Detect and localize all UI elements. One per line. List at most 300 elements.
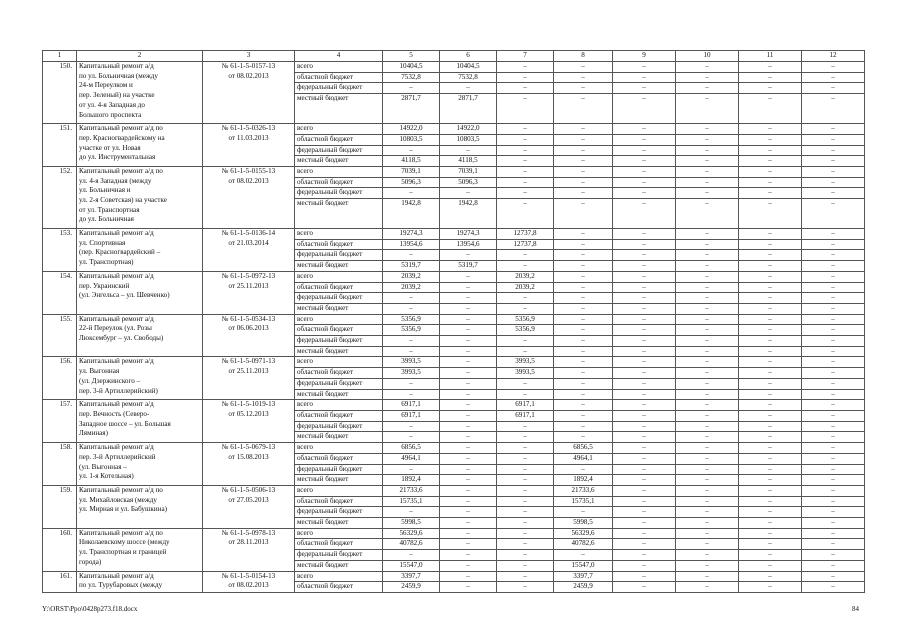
description-line: Капитальный ремонт а/д xyxy=(79,229,154,238)
amount-cell: – xyxy=(440,453,497,464)
amount-cell: – xyxy=(676,539,739,550)
amount-cell: – xyxy=(554,177,613,188)
amount-cell: – xyxy=(802,496,865,507)
description-line: (ул. Дзержинского – xyxy=(79,376,141,385)
conclusion-line: от 11.03.2013 xyxy=(228,133,269,142)
funding-source: местный бюджет xyxy=(295,303,383,314)
amount-cell: – xyxy=(676,156,739,167)
header-row xyxy=(43,51,865,62)
amount-cell: – xyxy=(440,368,497,379)
amount-cell: – xyxy=(440,518,497,529)
amount-cell: – xyxy=(739,496,802,507)
table-row xyxy=(43,229,865,240)
amount-cell: – xyxy=(440,314,497,325)
amount-cell: – xyxy=(440,346,497,357)
expertise-conclusion xyxy=(203,443,295,486)
amount-cell: – xyxy=(739,303,802,314)
description-line: ул. 2-я Советская) на участке xyxy=(79,196,167,205)
amount-cell: – xyxy=(802,464,865,475)
amount-cell: – xyxy=(440,443,497,454)
description-line: (пер. Красногвардейский – xyxy=(79,248,161,257)
amount-cell: – xyxy=(802,177,865,188)
amount-cell: – xyxy=(739,368,802,379)
amount-cell: 3993,5 xyxy=(497,357,554,368)
amount-cell: – xyxy=(613,528,676,539)
amount-cell: – xyxy=(497,250,554,261)
description-line: Люксембург – ул. Свободы) xyxy=(79,334,164,343)
amount-cell: 3993,5 xyxy=(383,368,440,379)
description-line: ул. Спортивная xyxy=(79,238,126,247)
amount-cell: 5096,3 xyxy=(383,177,440,188)
amount-cell: – xyxy=(554,134,613,145)
description-line: Капитальный ремонт а/д по xyxy=(79,124,163,133)
amount-cell: – xyxy=(497,156,554,167)
amount-cell: 10404,5 xyxy=(383,62,440,73)
amount-cell: – xyxy=(554,166,613,177)
amount-cell: 40782,6 xyxy=(554,539,613,550)
amount-cell: – xyxy=(676,518,739,529)
amount-cell: – xyxy=(802,134,865,145)
amount-cell: – xyxy=(440,378,497,389)
conclusion-line: от 08.02.2013 xyxy=(228,581,269,590)
amount-cell: – xyxy=(739,400,802,411)
amount-cell: – xyxy=(676,560,739,571)
row-number: 158. xyxy=(43,443,77,486)
amount-cell: – xyxy=(613,389,676,400)
amount-cell: 4964,1 xyxy=(383,453,440,464)
row-number: 160. xyxy=(43,528,77,571)
row-number: 153. xyxy=(43,229,77,272)
amount-cell: – xyxy=(739,346,802,357)
work-description xyxy=(77,229,203,272)
description-line: от ул. 4-я Западная до xyxy=(79,100,145,109)
amount-cell: – xyxy=(497,560,554,571)
amount-cell: – xyxy=(802,453,865,464)
description-line: Капитальный ремонт а/д xyxy=(79,443,154,452)
conclusion-line: № 61-1-5-0506-13 xyxy=(221,485,276,494)
amount-cell: – xyxy=(739,485,802,496)
amount-cell: – xyxy=(554,432,613,443)
amount-cell: – xyxy=(440,464,497,475)
amount-cell: – xyxy=(613,199,676,229)
amount-cell: – xyxy=(383,346,440,357)
amount-cell: – xyxy=(802,518,865,529)
amount-cell: – xyxy=(739,518,802,529)
amount-cell: 3993,5 xyxy=(497,368,554,379)
amount-cell: 5319,7 xyxy=(383,261,440,272)
amount-cell: – xyxy=(676,528,739,539)
amount-cell: 56329,6 xyxy=(554,528,613,539)
amount-cell: – xyxy=(440,421,497,432)
conclusion-line: № 61-1-5-0534-13 xyxy=(221,314,276,323)
amount-cell: 21733,6 xyxy=(554,485,613,496)
amount-cell: – xyxy=(802,539,865,550)
description-line: Капитальный ремонт а/д по xyxy=(79,528,163,537)
conclusion-line: № 61-1-5-0972-13 xyxy=(221,271,276,280)
work-description xyxy=(77,400,203,443)
amount-cell: 14922,0 xyxy=(383,124,440,135)
conclusion-line: от 28.11.2013 xyxy=(228,538,269,547)
amount-cell: – xyxy=(676,166,739,177)
amount-cell: – xyxy=(440,528,497,539)
amount-cell: 6917,1 xyxy=(497,400,554,411)
conclusion-line: от 25.11.2013 xyxy=(228,281,269,290)
amount-cell: 56329,6 xyxy=(383,528,440,539)
description-line: Капитальный ремонт а/д по xyxy=(79,485,163,494)
amount-cell: – xyxy=(802,432,865,443)
amount-cell: – xyxy=(613,346,676,357)
amount-cell: – xyxy=(802,83,865,94)
amount-cell: – xyxy=(383,464,440,475)
amount-cell: – xyxy=(676,325,739,336)
description-line: Капитальный ремонт а/д xyxy=(79,571,154,580)
amount-cell: 1942,8 xyxy=(383,199,440,229)
amount-cell: – xyxy=(613,303,676,314)
amount-cell: – xyxy=(497,496,554,507)
amount-cell: – xyxy=(554,229,613,240)
description-line: от ул. Транспортная xyxy=(79,205,140,214)
row-number: 156. xyxy=(43,357,77,400)
amount-cell: – xyxy=(802,357,865,368)
row-number: 154. xyxy=(43,271,77,314)
amount-cell: – xyxy=(613,188,676,199)
amount-cell: 19274,3 xyxy=(383,229,440,240)
amount-cell: – xyxy=(440,357,497,368)
amount-cell: – xyxy=(802,166,865,177)
amount-cell: – xyxy=(383,145,440,156)
amount-cell: – xyxy=(802,293,865,304)
amount-cell: – xyxy=(554,261,613,272)
amount-cell: – xyxy=(802,378,865,389)
amount-cell: – xyxy=(613,166,676,177)
amount-cell: – xyxy=(676,453,739,464)
amount-cell: – xyxy=(739,145,802,156)
funding-source: всего xyxy=(295,166,383,177)
description-line: ул. Больничная и xyxy=(79,186,131,195)
amount-cell: – xyxy=(440,145,497,156)
header-cell: 12 xyxy=(802,51,865,62)
funding-source: местный бюджет xyxy=(295,518,383,529)
conclusion-line: № 61-1-5-0978-13 xyxy=(221,528,276,537)
amount-cell: – xyxy=(739,336,802,347)
amount-cell: – xyxy=(613,475,676,486)
row-number: 159. xyxy=(43,485,77,528)
amount-cell: – xyxy=(613,443,676,454)
amount-cell: – xyxy=(497,485,554,496)
amount-cell: – xyxy=(739,582,802,593)
amount-cell: – xyxy=(497,518,554,529)
description-line: города) xyxy=(79,557,102,566)
amount-cell: – xyxy=(676,62,739,73)
amount-cell: – xyxy=(554,336,613,347)
funding-source: всего xyxy=(295,571,383,582)
expertise-conclusion xyxy=(203,124,295,167)
funding-source: местный бюджет xyxy=(295,94,383,124)
amount-cell: – xyxy=(613,145,676,156)
amount-cell: – xyxy=(676,199,739,229)
funding-source: местный бюджет xyxy=(295,560,383,571)
amount-cell: – xyxy=(802,528,865,539)
funding-source: всего xyxy=(295,229,383,240)
funding-source: федеральный бюджет xyxy=(295,83,383,94)
table-row xyxy=(43,62,865,73)
amount-cell: – xyxy=(802,282,865,293)
description-line: Капитальный ремонт а/д xyxy=(79,400,154,409)
amount-cell: – xyxy=(676,464,739,475)
funding-source: федеральный бюджет xyxy=(295,188,383,199)
amount-cell: – xyxy=(739,539,802,550)
amount-cell: – xyxy=(497,145,554,156)
amount-cell: – xyxy=(802,325,865,336)
amount-cell: – xyxy=(497,378,554,389)
funding-source: федеральный бюджет xyxy=(295,293,383,304)
amount-cell: – xyxy=(554,410,613,421)
conclusion-line: № 61-1-5-0154-13 xyxy=(221,571,276,580)
description-line: до ул. Инструментальная xyxy=(79,153,156,162)
amount-cell: – xyxy=(497,261,554,272)
amount-cell: – xyxy=(739,464,802,475)
amount-cell: – xyxy=(676,410,739,421)
amount-cell: 7039,1 xyxy=(383,166,440,177)
amount-cell: – xyxy=(739,432,802,443)
amount-cell: 13954,6 xyxy=(383,239,440,250)
amount-cell: – xyxy=(739,261,802,272)
amount-cell: – xyxy=(802,421,865,432)
row-number: 157. xyxy=(43,400,77,443)
amount-cell: – xyxy=(613,550,676,561)
funding-source: местный бюджет xyxy=(295,199,383,229)
amount-cell: – xyxy=(676,550,739,561)
work-description xyxy=(77,271,203,314)
funding-source: областной бюджет xyxy=(295,539,383,550)
amount-cell: – xyxy=(613,518,676,529)
amount-cell: 15547,0 xyxy=(383,560,440,571)
description-line: до ул. Больничная xyxy=(79,215,134,224)
amount-cell: – xyxy=(802,229,865,240)
amount-cell: – xyxy=(497,72,554,83)
amount-cell: – xyxy=(613,539,676,550)
amount-cell: – xyxy=(739,166,802,177)
description-line: Николаевскому шоссе (между xyxy=(79,538,170,547)
conclusion-line: от 27.05.2013 xyxy=(228,495,269,504)
funding-source: федеральный бюджет xyxy=(295,464,383,475)
amount-cell: – xyxy=(497,346,554,357)
amount-cell: – xyxy=(554,188,613,199)
amount-cell: – xyxy=(383,507,440,518)
amount-cell: – xyxy=(440,325,497,336)
amount-cell: – xyxy=(613,94,676,124)
amount-cell: – xyxy=(613,432,676,443)
table-row xyxy=(43,485,865,496)
amount-cell: – xyxy=(676,496,739,507)
amount-cell: – xyxy=(739,271,802,282)
amount-cell: – xyxy=(802,62,865,73)
description-line: Капитальный ремонт а/д xyxy=(79,271,154,280)
amount-cell: – xyxy=(440,432,497,443)
work-description xyxy=(77,443,203,486)
amount-cell: – xyxy=(613,378,676,389)
amount-cell: – xyxy=(497,62,554,73)
amount-cell: – xyxy=(613,282,676,293)
description-line: ул. 4-я Западная (между xyxy=(79,176,152,185)
amount-cell: – xyxy=(554,156,613,167)
work-description xyxy=(77,571,203,592)
amount-cell: – xyxy=(613,293,676,304)
amount-cell: 5356,9 xyxy=(383,325,440,336)
amount-cell: – xyxy=(383,432,440,443)
amount-cell: – xyxy=(383,250,440,261)
amount-cell: – xyxy=(613,62,676,73)
amount-cell: – xyxy=(739,475,802,486)
expertise-conclusion xyxy=(203,357,295,400)
funding-source: областной бюджет xyxy=(295,496,383,507)
amount-cell: – xyxy=(497,539,554,550)
amount-cell: – xyxy=(739,229,802,240)
amount-cell: – xyxy=(383,293,440,304)
amount-cell: – xyxy=(676,336,739,347)
amount-cell: 5998,5 xyxy=(554,518,613,529)
amount-cell: – xyxy=(554,124,613,135)
amount-cell: – xyxy=(802,124,865,135)
amount-cell: – xyxy=(613,156,676,167)
conclusion-line: от 05.12.2013 xyxy=(228,409,269,418)
amount-cell: – xyxy=(613,336,676,347)
amount-cell: – xyxy=(440,507,497,518)
conclusion-line: № 61-1-5-1019-13 xyxy=(221,400,276,409)
amount-cell: – xyxy=(440,271,497,282)
amount-cell: – xyxy=(440,282,497,293)
amount-cell: – xyxy=(497,550,554,561)
description-line: пер. 3-й Артиллерийский xyxy=(79,452,156,461)
funding-source: всего xyxy=(295,271,383,282)
header-cell: 8 xyxy=(554,51,613,62)
amount-cell: 5356,9 xyxy=(497,325,554,336)
amount-cell: – xyxy=(676,432,739,443)
description-line: ул. Транспортная) xyxy=(79,258,134,267)
expertise-conclusion xyxy=(203,571,295,592)
amount-cell: 1892,4 xyxy=(383,475,440,486)
amount-cell: – xyxy=(497,303,554,314)
amount-cell: 5356,9 xyxy=(497,314,554,325)
amount-cell: – xyxy=(497,475,554,486)
table-row xyxy=(43,166,865,177)
amount-cell: – xyxy=(613,496,676,507)
amount-cell: – xyxy=(613,453,676,464)
amount-cell: – xyxy=(440,550,497,561)
amount-cell: – xyxy=(802,145,865,156)
amount-cell: 2459,9 xyxy=(554,582,613,593)
conclusion-line: № 61-1-5-0136-14 xyxy=(221,229,276,238)
funding-source: областной бюджет xyxy=(295,282,383,293)
amount-cell: – xyxy=(613,261,676,272)
amount-cell: 10404,5 xyxy=(440,62,497,73)
amount-cell: – xyxy=(440,83,497,94)
amount-cell: 2039,2 xyxy=(383,282,440,293)
amount-cell: – xyxy=(383,83,440,94)
amount-cell: – xyxy=(613,571,676,582)
row-number: 152. xyxy=(43,166,77,228)
expertise-conclusion xyxy=(203,271,295,314)
amount-cell: – xyxy=(383,421,440,432)
table-row xyxy=(43,571,865,582)
amount-cell: – xyxy=(497,83,554,94)
amount-cell: – xyxy=(739,325,802,336)
amount-cell: – xyxy=(802,582,865,593)
amount-cell: – xyxy=(676,582,739,593)
amount-cell: – xyxy=(676,282,739,293)
amount-cell: – xyxy=(554,325,613,336)
description-line: (ул. Выгонная – xyxy=(79,462,127,471)
table-row xyxy=(43,357,865,368)
header-cell: 6 xyxy=(440,51,497,62)
expertise-conclusion xyxy=(203,400,295,443)
amount-cell: – xyxy=(554,239,613,250)
funding-source: всего xyxy=(295,400,383,411)
amount-cell: 2039,2 xyxy=(497,282,554,293)
header-cell: 11 xyxy=(739,51,802,62)
amount-cell: – xyxy=(676,443,739,454)
amount-cell: – xyxy=(554,271,613,282)
amount-cell: – xyxy=(739,560,802,571)
row-number: 151. xyxy=(43,124,77,167)
amount-cell: 5319,7 xyxy=(440,261,497,272)
amount-cell: 4118,5 xyxy=(383,156,440,167)
amount-cell: 21733,6 xyxy=(383,485,440,496)
table-row xyxy=(43,400,865,411)
amount-cell: 2459,9 xyxy=(383,582,440,593)
amount-cell: – xyxy=(676,83,739,94)
amount-cell: – xyxy=(802,346,865,357)
amount-cell: – xyxy=(802,271,865,282)
work-description xyxy=(77,314,203,357)
funding-source: всего xyxy=(295,528,383,539)
amount-cell: 4964,1 xyxy=(554,453,613,464)
amount-cell: – xyxy=(739,177,802,188)
work-description xyxy=(77,124,203,167)
table-row xyxy=(43,314,865,325)
header-cell: 4 xyxy=(295,51,383,62)
description-line: Западное шоссе – ул. Большая xyxy=(79,419,171,428)
amount-cell: – xyxy=(802,400,865,411)
amount-cell: – xyxy=(554,303,613,314)
amount-cell: – xyxy=(676,368,739,379)
amount-cell: – xyxy=(739,507,802,518)
funding-source: местный бюджет xyxy=(295,346,383,357)
amount-cell: 15735,1 xyxy=(383,496,440,507)
amount-cell: – xyxy=(613,239,676,250)
description-line: Капитальный ремонт а/д xyxy=(79,314,154,323)
amount-cell: – xyxy=(676,303,739,314)
amount-cell: – xyxy=(383,389,440,400)
amount-cell: – xyxy=(802,475,865,486)
amount-cell: – xyxy=(802,261,865,272)
amount-cell: – xyxy=(554,72,613,83)
amount-cell: – xyxy=(802,485,865,496)
amount-cell: – xyxy=(497,571,554,582)
amount-cell: – xyxy=(676,475,739,486)
amount-cell: – xyxy=(802,443,865,454)
amount-cell: – xyxy=(440,410,497,421)
amount-cell: – xyxy=(554,550,613,561)
amount-cell: – xyxy=(613,421,676,432)
amount-cell: – xyxy=(676,485,739,496)
description-line: участке от ул. Новая xyxy=(79,143,141,152)
header-cell: 10 xyxy=(676,51,739,62)
amount-cell: – xyxy=(613,357,676,368)
table-row xyxy=(43,443,865,454)
amount-cell: – xyxy=(554,389,613,400)
description-line: пер. Украинский xyxy=(79,281,130,290)
